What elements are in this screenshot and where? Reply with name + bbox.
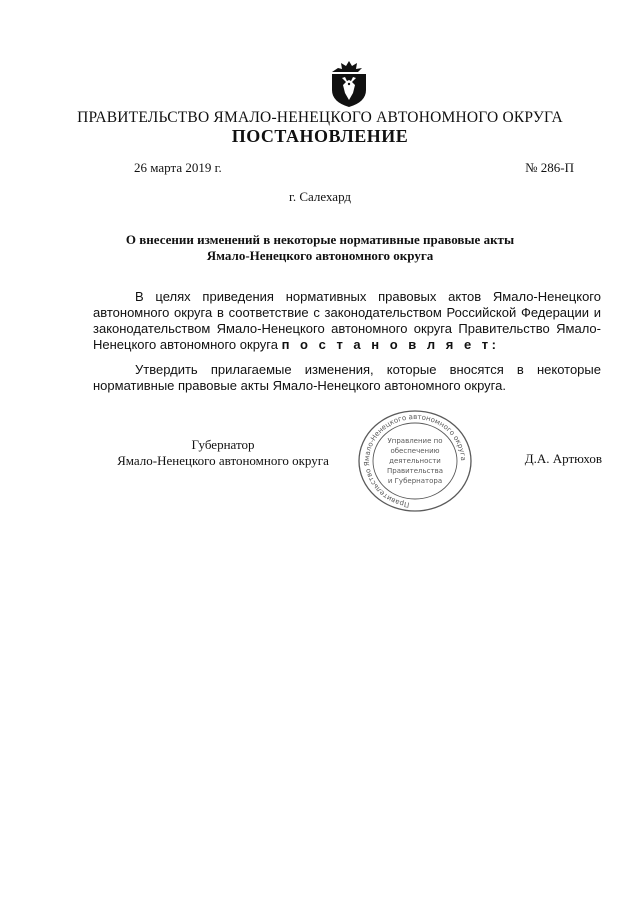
document-number: № 286-П — [525, 160, 574, 175]
government-name: ПРАВИТЕЛЬСТВО ЯМАЛО-НЕНЕЦКОГО АВТОНОМНОГО ОКРУГА — [77, 109, 563, 126]
decrees-word: п о с т а н о в л я е т: — [281, 337, 500, 352]
document-type: ПОСТАНОВЛЕНИЕ — [231, 126, 409, 146]
document-city: г. Салехард — [288, 189, 352, 204]
signatory-position — [100, 437, 346, 469]
paragraph-resolution: Утвердить прилагаемые изменения, которые вносятся в некоторые нормативные правовые акты Ямало-Ненецкого автономного округа. — [93, 362, 601, 393]
stamp-line-4: Правительства — [387, 467, 443, 475]
preamble-text: В целях приведения нормативных правовых актов Ямало-Ненецкого автономного округа в соответствие с законодательством Российской Федерации и законодательством Ямало-Ненецкого автономного округа Правительство Ямало-Ненецкого автономного округа — [93, 289, 601, 352]
stamp-ring-text: Правительство Ямало-Ненецкого автономного округа — [362, 412, 468, 509]
document-heading — [80, 232, 560, 264]
signatory-position-line-2: Ямало-Ненецкого автономного округа — [117, 453, 329, 468]
heading-line-1: О внесении изменений в некоторые нормативные правовые акты — [125, 232, 515, 247]
coat-of-arms-icon — [328, 60, 370, 108]
stamp-line-5: и Губернатора — [387, 477, 443, 485]
stamp-line-2: обеспечению — [390, 447, 440, 455]
official-stamp — [356, 405, 474, 513]
document-date: 26 марта 2019 г. — [134, 160, 222, 175]
stamp-line-3: деятельности — [389, 457, 441, 465]
stamp-line-1: Управление по — [387, 437, 443, 445]
signatory-name: Д.А. Артюхов — [524, 451, 602, 466]
paragraph-preamble — [93, 289, 601, 353]
signatory-position-line-1: Губернатор — [191, 437, 255, 452]
heading-line-2: Ямало-Ненецкого автономного округа — [206, 248, 434, 263]
